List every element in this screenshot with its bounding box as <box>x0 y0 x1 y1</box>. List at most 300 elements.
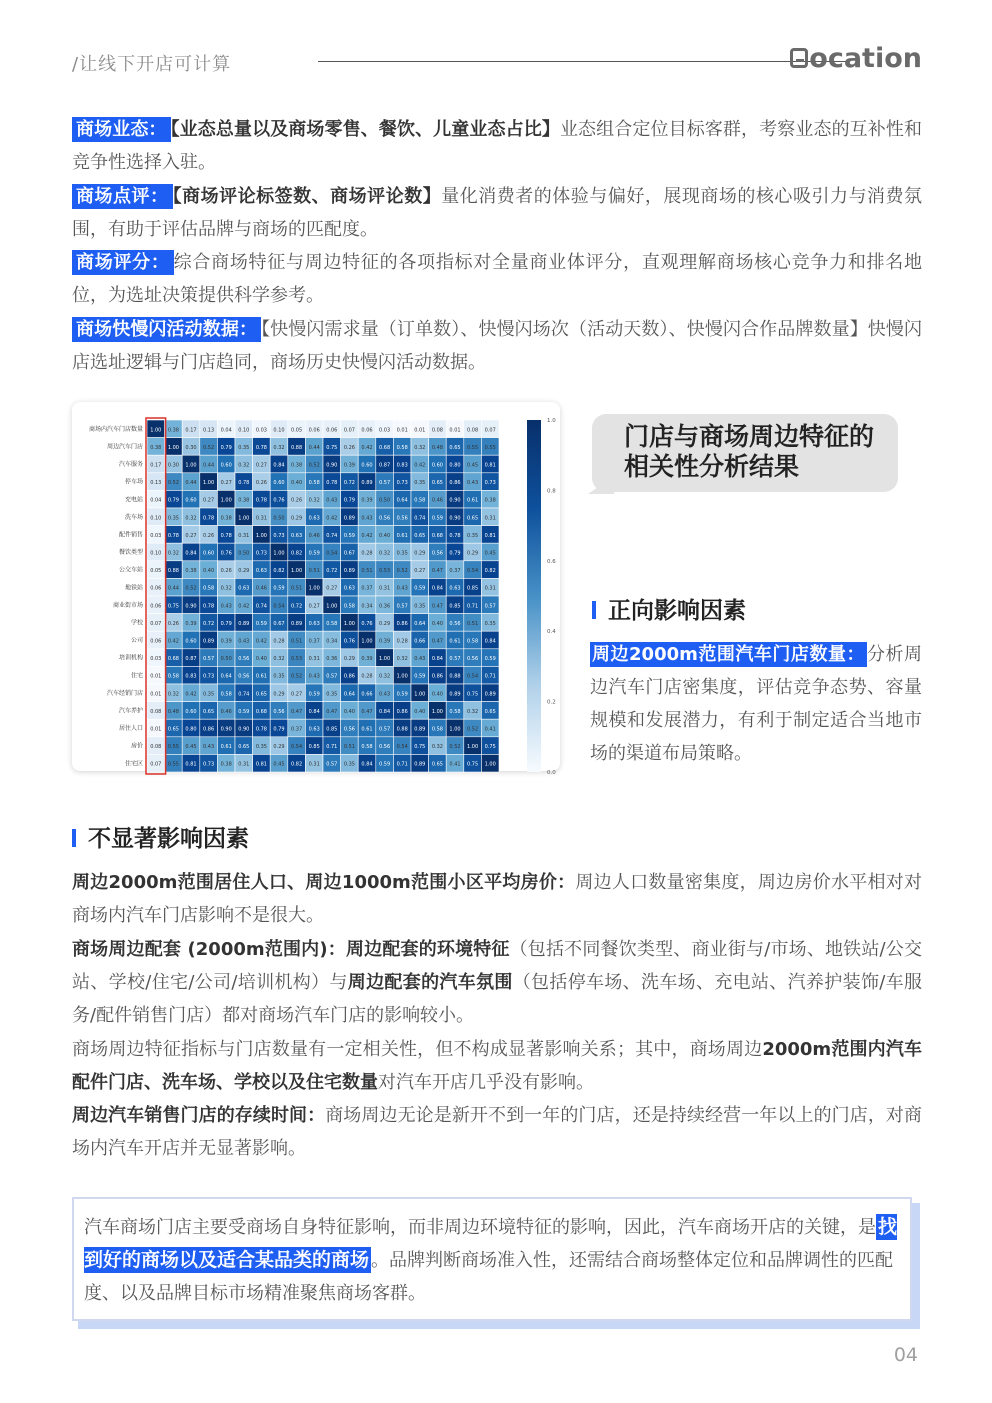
page-number: 04 <box>893 1344 918 1366</box>
heatmap-cell-label: 0.56 <box>379 515 391 522</box>
heatmap-cell-label: 0.43 <box>467 480 479 487</box>
heatmap-cell-label: 0.47 <box>431 568 443 575</box>
heatmap-cell-label: 0.03 <box>255 427 267 434</box>
heatmap-cell-label: 1.00 <box>414 691 426 698</box>
heatmap-cell-label: 0.60 <box>273 480 285 487</box>
heatmap-cell-label: 0.45 <box>484 550 496 557</box>
heatmap-cell-label: 0.27 <box>308 603 320 610</box>
heatmap-cell-label: 0.51 <box>343 744 355 751</box>
heatmap-cell-label: 0.27 <box>291 691 303 698</box>
heatmap-cell-label: 0.72 <box>203 620 215 627</box>
heatmap-cell-label: 0.78 <box>449 532 461 539</box>
heatmap-cell-label: 1.00 <box>167 444 179 451</box>
heatmap-cell-label: 0.35 <box>467 532 479 539</box>
heatmap-cell-label: 0.74 <box>414 515 426 522</box>
heatmap-cell-label: 0.32 <box>379 550 391 557</box>
heatmap-row-label: 房价 <box>130 742 143 750</box>
heatmap-cell-label: 0.40 <box>414 708 426 715</box>
intro-format-paragraph: 商场业态： 【业态总量以及商场零售、餐饮、儿童业态占比】业态组合定位目标客群，考察业态的互补性和竞争性选择入驻。 <box>72 119 923 173</box>
heatmap-cell-label: 0.01 <box>150 726 162 733</box>
heatmap-cell-label: 0.48 <box>167 708 179 715</box>
conclusion-text: 汽车商场门店主要受商场自身特征影响，而非周边环境特征的影响，因此，汽车商场开店的关键，是 找到好的商场以及适合某品类的商场 。品牌判断商场准入性，还需结合商场整体定位和品牌调性的匹配度、以及品牌目标市场精准聚焦商场客群。 <box>84 1216 898 1304</box>
heatmap-cell-label: 0.41 <box>484 726 496 733</box>
heatmap-cell-label: 0.82 <box>273 568 285 575</box>
heatmap-cell-label: 0.79 <box>220 444 232 451</box>
positive-highlight: 周边2000m范围汽车门店数量： <box>592 644 865 665</box>
heatmap-cell-label: 0.31 <box>308 656 320 663</box>
heatmap-cell-label: 0.65 <box>255 691 267 698</box>
heatmap-cell-label: 0.42 <box>361 444 373 451</box>
heatmap-cell-label: 0.90 <box>220 726 232 733</box>
heatmap-cell-label: 0.56 <box>238 673 250 680</box>
heatmap-cell-label: 0.35 <box>238 444 250 451</box>
heatmap-cell-label: 0.27 <box>220 480 232 487</box>
heatmap-cell-label: 0.89 <box>343 515 355 522</box>
heatmap-cell-label: 0.26 <box>343 444 355 451</box>
heatmap-cell-label: 0.32 <box>396 656 408 663</box>
heatmap-cell-label: 0.86 <box>431 673 443 680</box>
heatmap-cell-label: 1.00 <box>449 726 461 733</box>
heatmap-cell-label: 0.56 <box>449 620 461 627</box>
heatmap-cell-label: 0.08 <box>150 708 162 715</box>
header-divider <box>318 61 846 62</box>
heatmap-cell-label: 0.82 <box>484 568 496 575</box>
heatmap-cell-label: 0.34 <box>361 603 373 610</box>
heatmap-cell-label: 0.44 <box>203 462 215 469</box>
heading-accent-bar <box>72 829 76 847</box>
heatmap-cell-label: 1.00 <box>220 497 232 504</box>
heatmap-cell-label: 0.81 <box>484 532 496 539</box>
heatmap-cell-label: 0.05 <box>291 427 303 434</box>
correlation-heatmap <box>72 402 560 776</box>
heatmap-cell-label: 0.06 <box>361 427 373 434</box>
heatmap-cell-label: 0.29 <box>414 550 426 557</box>
heatmap-cell-label: 0.63 <box>343 585 355 592</box>
heatmap-cell-label: 1.00 <box>150 427 162 434</box>
heatmap-cell-label: 0.84 <box>185 550 197 557</box>
heatmap-cell-label: 0.43 <box>203 744 215 751</box>
heatmap-cell-label: 0.88 <box>167 568 179 575</box>
heatmap-cell-label: 0.78 <box>255 497 267 504</box>
heatmap-cell-label: 0.47 <box>431 603 443 610</box>
heatmap-cell-label: 0.86 <box>343 673 355 680</box>
heatmap-cell-label: 0.37 <box>361 585 373 592</box>
heatmap-row-label: 汽车服务 <box>118 461 143 469</box>
heatmap-cell-label: 0.58 <box>449 708 461 715</box>
heatmap-cell-label: 0.43 <box>379 691 391 698</box>
heatmap-cell-label: 0.40 <box>343 708 355 715</box>
heatmap-cell-label: 0.64 <box>220 673 232 680</box>
colorbar-tick-label: 1.0 <box>547 418 556 424</box>
heatmap-cell-label: 0.44 <box>185 480 197 487</box>
heatmap-cell-label: 0.06 <box>150 603 162 610</box>
heatmap-cell-label: 0.86 <box>449 480 461 487</box>
heatmap-cell-label: 0.79 <box>220 620 232 627</box>
heatmap-cell-label: 0.61 <box>396 532 408 539</box>
heatmap-cell-label: 0.63 <box>308 515 320 522</box>
heatmap-cell-label: 0.90 <box>185 603 197 610</box>
heatmap-cell-label: 0.89 <box>414 726 426 733</box>
heatmap-cell-label: 0.52 <box>291 673 303 680</box>
heatmap-cell-label: 0.04 <box>150 497 162 504</box>
heatmap-cell-label: 0.89 <box>484 691 496 698</box>
heatmap-cell-label: 0.74 <box>238 691 250 698</box>
heatmap-cell-label: 0.65 <box>449 444 461 451</box>
heatmap-cell-label: 0.76 <box>361 620 373 627</box>
heatmap-cell-label: 0.56 <box>379 744 391 751</box>
heatmap-cell-label: 0.52 <box>185 585 197 592</box>
heatmap-cell-label: 0.59 <box>308 691 320 698</box>
heatmap-cell-label: 0.47 <box>361 708 373 715</box>
heatmap-cell-label: 0.72 <box>291 603 303 610</box>
heatmap-cell-label: 0.56 <box>343 726 355 733</box>
heatmap-cell-label: 0.04 <box>220 427 232 434</box>
heatmap-cell-label: 0.75 <box>326 444 338 451</box>
heatmap-cell-label: 0.57 <box>326 673 338 680</box>
heatmap-cell-label: 0.13 <box>150 480 162 487</box>
heatmap-cell-label: 0.58 <box>414 497 426 504</box>
heatmap-cell-label: 0.46 <box>431 497 443 504</box>
heatmap-cell-label: 0.32 <box>220 585 232 592</box>
heatmap-cell-label: 0.26 <box>203 532 215 539</box>
heatmap-cell-label: 0.64 <box>343 691 355 698</box>
heatmap-cell-label: 0.08 <box>431 427 443 434</box>
heatmap-cell-label: 0.71 <box>326 744 338 751</box>
heatmap-cell-label: 0.37 <box>449 568 461 575</box>
heatmap-cell-label: 0.80 <box>449 462 461 469</box>
heatmap-cell-label: 1.00 <box>396 673 408 680</box>
heatmap-cell-label: 0.78 <box>203 515 215 522</box>
heatmap-cell-label: 0.52 <box>167 480 179 487</box>
heatmap-cell-label: 0.03 <box>150 656 162 663</box>
heatmap-cell-label: 0.43 <box>238 638 250 645</box>
heatmap-cell-label: 0.06 <box>150 585 162 592</box>
conclusion-box <box>72 1197 918 1327</box>
heatmap-cell-label: 0.75 <box>167 603 179 610</box>
heatmap-cell-label: 0.32 <box>273 656 285 663</box>
heatmap-cell-label: 0.51 <box>291 585 303 592</box>
heatmap-cell-label: 0.57 <box>203 656 215 663</box>
heatmap-cell-label: 0.85 <box>308 744 320 751</box>
heatmap-cell-label: 0.59 <box>308 550 320 557</box>
heatmap-cell-label: 0.43 <box>396 585 408 592</box>
heatmap-cell-label: 0.63 <box>255 568 267 575</box>
heatmap-cell-label: 0.31 <box>308 761 320 768</box>
heatmap-cell-label: 0.37 <box>291 726 303 733</box>
heatmap-cell-label: 0.81 <box>185 761 197 768</box>
heatmap-cell-label: 0.28 <box>396 638 408 645</box>
heatmap-cell-label: 0.73 <box>203 673 215 680</box>
heatmap-cell-label: 0.56 <box>431 550 443 557</box>
heatmap-cell-label: 0.60 <box>361 462 373 469</box>
heatmap-row-label: 汽车养护 <box>118 707 143 715</box>
heatmap-row-label: 汽车经销门店 <box>106 689 143 697</box>
heatmap-cell-label: 0.71 <box>484 673 496 680</box>
heatmap-cell-label: 1.00 <box>273 550 285 557</box>
heatmap-cell-label: 0.36 <box>326 656 338 663</box>
tag-label: 商场业态： <box>72 117 171 142</box>
heatmap-cell-label: 0.27 <box>255 462 267 469</box>
heatmap-cell-label: 0.84 <box>308 708 320 715</box>
heatmap-cell-label: 0.56 <box>396 515 408 522</box>
heatmap-cell-label: 0.29 <box>273 691 285 698</box>
heatmap-cell-label: 0.32 <box>167 550 179 557</box>
insignificant-amenities-paragraph: 商场周边配套 (2000m范围内)：周边配套的环境特征（包括不同餐饮类型、商业街与/市场、地铁站/公交站、学校/住宅/公司/培训机构）与周边配套的汽车氛围（包括停车场、洗车场、充电站、汽养护装饰/车服务/配件销售门店）都对商场汽车门店的影响较小。 <box>72 939 922 1026</box>
heatmap-cell-label: 0.34 <box>326 638 338 645</box>
heatmap-cell-label: 0.54 <box>273 603 285 610</box>
heatmap-cell-label: 0.83 <box>185 673 197 680</box>
heatmap-cell-label: 0.42 <box>185 691 197 698</box>
heatmap-cell-label: 0.89 <box>414 761 426 768</box>
tag-label: 商场点评： <box>72 184 173 209</box>
heatmap-cell-label: 0.46 <box>308 532 320 539</box>
heatmap-cell-label: 0.73 <box>273 532 285 539</box>
heatmap-cell-label: 0.79 <box>167 497 179 504</box>
heatmap-cell-label: 1.00 <box>238 515 250 522</box>
heatmap-cell-label: 0.65 <box>414 532 426 539</box>
heatmap-cell-label: 0.54 <box>291 744 303 751</box>
heatmap-cell-label: 1.00 <box>308 585 320 592</box>
heatmap-cell-label: 0.10 <box>238 427 250 434</box>
heatmap-cell-label: 0.64 <box>396 497 408 504</box>
heatmap-cell-label: 0.01 <box>449 427 461 434</box>
heatmap-cell-label: 0.46 <box>220 708 232 715</box>
heatmap-cell-label: 0.50 <box>379 497 391 504</box>
heatmap-cell-label: 0.31 <box>238 761 250 768</box>
colorbar-tick-label: 0.2 <box>547 699 556 706</box>
heatmap-cell-label: 0.68 <box>431 532 443 539</box>
heatmap-cell-label: 0.01 <box>414 427 426 434</box>
heatmap-cell-label: 0.59 <box>379 761 391 768</box>
heatmap-cell-label: 0.65 <box>484 708 496 715</box>
heatmap-cell-label: 0.10 <box>273 427 285 434</box>
heatmap-cell-label: 0.58 <box>203 585 215 592</box>
heatmap-cell-label: 0.82 <box>291 761 303 768</box>
heatmap-cell-label: 0.38 <box>238 497 250 504</box>
heatmap-cell-label: 0.55 <box>167 744 179 751</box>
heatmap-cell-label: 0.61 <box>449 638 461 645</box>
heatmap-cell-label: 0.35 <box>396 550 408 557</box>
heatmap-cell-label: 0.27 <box>326 585 338 592</box>
intro-review-paragraph: 商场点评： 【商场评论标签数、商场评论数】量化消费者的体验与偏好，展现商场的核心吸引力与消费氛围，有助于评估品牌与商场的匹配度。 <box>72 186 923 240</box>
heatmap-cell-label: 0.88 <box>449 673 461 680</box>
heatmap-cell-label: 0.61 <box>361 726 373 733</box>
heatmap-cell-label: 0.74 <box>326 532 338 539</box>
heatmap-row-label: 公司 <box>130 637 143 645</box>
heatmap-cell-label: 0.75 <box>467 691 479 698</box>
conclusion-highlight: 找到好的商场以及适合某品类的商场 <box>84 1216 898 1271</box>
heatmap-cell-label: 1.00 <box>379 656 391 663</box>
heatmap-cell-label: 0.65 <box>467 515 479 522</box>
heatmap-cell-label: 0.90 <box>449 497 461 504</box>
heatmap-cell-label: 0.26 <box>291 497 303 504</box>
heatmap-cell-label: 1.00 <box>291 568 303 575</box>
heatmap-cell-label: 0.89 <box>343 568 355 575</box>
heatmap-cell-label: 0.73 <box>255 550 267 557</box>
heatmap-cell-label: 0.76 <box>220 550 232 557</box>
heatmap-cell-label: 0.35 <box>273 673 285 680</box>
heatmap-cell-label: 0.59 <box>255 620 267 627</box>
heatmap-cell-label: 0.29 <box>273 744 285 751</box>
heatmap-cell-label: 0.30 <box>167 462 179 469</box>
heatmap-cell-label: 0.87 <box>185 656 197 663</box>
heatmap-cell-label: 0.54 <box>326 550 338 557</box>
heatmap-cell-label: 0.65 <box>203 708 215 715</box>
heatmap-cell-label: 0.65 <box>431 761 443 768</box>
heatmap-cell-label: 0.32 <box>167 691 179 698</box>
heatmap-row-label: 洗车场 <box>124 513 143 521</box>
heatmap-cell-label: 0.65 <box>431 480 443 487</box>
heatmap-cell-label: 0.39 <box>361 497 373 504</box>
logo-l-mark <box>790 48 808 68</box>
heatmap-cell-label: 0.29 <box>291 515 303 522</box>
heatmap-cell-label: 0.40 <box>291 480 303 487</box>
heatmap-cell-label: 0.52 <box>449 744 461 751</box>
heatmap-cell-label: 0.63 <box>308 620 320 627</box>
heatmap-cell-label: 0.89 <box>361 480 373 487</box>
heatmap-cell-label: 0.86 <box>396 708 408 715</box>
heatmap-cell-label: 0.84 <box>379 708 391 715</box>
heatmap-cell-label: 0.39 <box>343 462 355 469</box>
heatmap-cell-label: 0.38 <box>185 568 197 575</box>
heatmap-cell-label: 0.35 <box>414 603 426 610</box>
heatmap-cell-label: 0.39 <box>361 656 373 663</box>
heatmap-cell-label: 0.52 <box>308 462 320 469</box>
heatmap-cell-label: 0.80 <box>185 726 197 733</box>
heatmap-cell-label: 0.31 <box>379 585 391 592</box>
heatmap-cell-label: 0.35 <box>255 744 267 751</box>
heatmap-cell-label: 0.08 <box>150 744 162 751</box>
heatmap-cell-label: 0.36 <box>379 603 391 610</box>
heatmap-cell-label: 0.79 <box>449 550 461 557</box>
heatmap-cell-label: 0.58 <box>343 603 355 610</box>
heatmap-cell-label: 0.60 <box>185 708 197 715</box>
page-header <box>72 43 922 75</box>
heatmap-cell-label: 0.82 <box>291 550 303 557</box>
heatmap-cell-label: 0.58 <box>167 673 179 680</box>
heatmap-cell-label: 0.43 <box>361 515 373 522</box>
heatmap-cell-label: 0.07 <box>150 761 162 768</box>
heading-accent-bar <box>592 601 596 619</box>
heatmap-cell-label: 0.40 <box>255 656 267 663</box>
heatmap-cell-label: 0.26 <box>167 620 179 627</box>
heatmap-row-label: 地铁站 <box>124 584 143 592</box>
heatmap-cell-label: 0.58 <box>467 638 479 645</box>
heatmap-cell-label: 0.76 <box>343 638 355 645</box>
heatmap-cell-label: 0.52 <box>203 444 215 451</box>
heatmap-cell-label: 0.28 <box>361 550 373 557</box>
heatmap-cell-label: 0.38 <box>220 761 232 768</box>
breadcrumb: /让线下开店可计算 <box>72 54 232 75</box>
heatmap-row-label: 住宅 <box>130 672 143 680</box>
heatmap-cell-label: 0.06 <box>150 638 162 645</box>
bubble-tail <box>588 476 614 494</box>
heatmap-cell-label: 0.50 <box>220 656 232 663</box>
heatmap-cell-label: 0.67 <box>343 550 355 557</box>
heatmap-cell-label: 0.90 <box>449 515 461 522</box>
heatmap-cell-label: 0.46 <box>255 585 267 592</box>
heatmap-cell-label: 0.51 <box>308 568 320 575</box>
heatmap-cell-label: 0.07 <box>343 427 355 434</box>
heatmap-cell-label: 0.31 <box>484 515 496 522</box>
heatmap-cell-label: 1.00 <box>361 638 373 645</box>
colorbar-tick-label: 0.6 <box>547 558 556 565</box>
heatmap-cell-label: 0.26 <box>255 480 267 487</box>
heatmap-cell-label: 0.83 <box>396 462 408 469</box>
heatmap-cell-label: 0.58 <box>396 444 408 451</box>
heatmap-cell-label: 0.72 <box>326 568 338 575</box>
heatmap-cell-label: 0.56 <box>273 708 285 715</box>
heatmap-cell-label: 1.00 <box>343 620 355 627</box>
heatmap-cell-label: 0.79 <box>343 497 355 504</box>
heatmap-cell-label: 0.07 <box>150 620 162 627</box>
heatmap-cell-label: 0.60 <box>203 550 215 557</box>
heatmap-cell-label: 1.00 <box>431 708 443 715</box>
heatmap-cell-label: 0.38 <box>291 462 303 469</box>
heatmap-cell-label: 0.45 <box>273 761 285 768</box>
heatmap-cell-label: 0.45 <box>467 462 479 469</box>
heatmap-cell-label: 0.75 <box>414 744 426 751</box>
location-logo: ocation <box>790 43 922 74</box>
heatmap-cell-label: 0.06 <box>326 427 338 434</box>
heatmap-cell-label: 0.35 <box>414 480 426 487</box>
heatmap-cell-label: 0.40 <box>431 620 443 627</box>
heatmap-cell-label: 0.74 <box>255 603 267 610</box>
heatmap-cell-label: 0.59 <box>414 585 426 592</box>
heatmap-row-label: 学校 <box>130 619 143 627</box>
heatmap-cell-label: 0.29 <box>467 550 479 557</box>
heatmap-cell-label: 0.57 <box>396 603 408 610</box>
heatmap-cell-label: 0.43 <box>326 497 338 504</box>
heatmap-cell-label: 0.61 <box>255 673 267 680</box>
heatmap-cell-label: 0.58 <box>326 620 338 627</box>
heatmap-cell-label: 0.37 <box>308 638 320 645</box>
heatmap-cell-label: 0.40 <box>203 568 215 575</box>
heatmap-cell-label: 0.57 <box>379 726 391 733</box>
heatmap-cell-label: 0.59 <box>484 656 496 663</box>
heatmap-cell-label: 0.59 <box>431 515 443 522</box>
heatmap-cell-label: 0.78 <box>167 532 179 539</box>
heatmap-cell-label: 0.42 <box>326 515 338 522</box>
conclusion-panel <box>72 1197 912 1321</box>
heatmap-cell-label: 0.56 <box>238 656 250 663</box>
heatmap-cell-label: 0.90 <box>238 726 250 733</box>
heatmap-cell-label: 0.63 <box>308 726 320 733</box>
heatmap-cell-label: 0.60 <box>220 462 232 469</box>
heatmap-cell-label: 0.27 <box>203 497 215 504</box>
tag-label: 商场评分： <box>72 250 174 275</box>
heatmap-row-label: 配件销售 <box>118 531 143 539</box>
heatmap-cell-label: 0.47 <box>291 708 303 715</box>
heatmap-cell-label: 1.00 <box>467 744 479 751</box>
positive-factors-text: 周边2000m范围汽车门店数量： 分析周边汽车门店密集度，评估竞争态势、容量规模和发展潜力，有利于制定适合当地市场的渠道布局策略。 <box>590 644 923 764</box>
heatmap-cell-label: 0.84 <box>361 761 373 768</box>
heatmap-cell-label: 0.26 <box>220 568 232 575</box>
heatmap-cell-label: 0.43 <box>414 656 426 663</box>
heatmap-cell-label: 0.32 <box>414 444 426 451</box>
heatmap-cell-label: 0.57 <box>326 761 338 768</box>
heatmap-cell-label: 0.39 <box>379 638 391 645</box>
heatmap-cell-label: 0.42 <box>361 532 373 539</box>
heatmap-cell-label: 0.30 <box>185 444 197 451</box>
heatmap-cell-label: 0.03 <box>150 532 162 539</box>
heatmap-cell-label: 0.54 <box>467 568 479 575</box>
heatmap-row-label: 停车场 <box>124 478 143 486</box>
heatmap-cell-label: 0.81 <box>484 462 496 469</box>
heatmap-cell-label: 1.00 <box>203 480 215 487</box>
heatmap-cell-label: 0.85 <box>467 585 479 592</box>
heatmap-cell-label: 0.63 <box>449 585 461 592</box>
